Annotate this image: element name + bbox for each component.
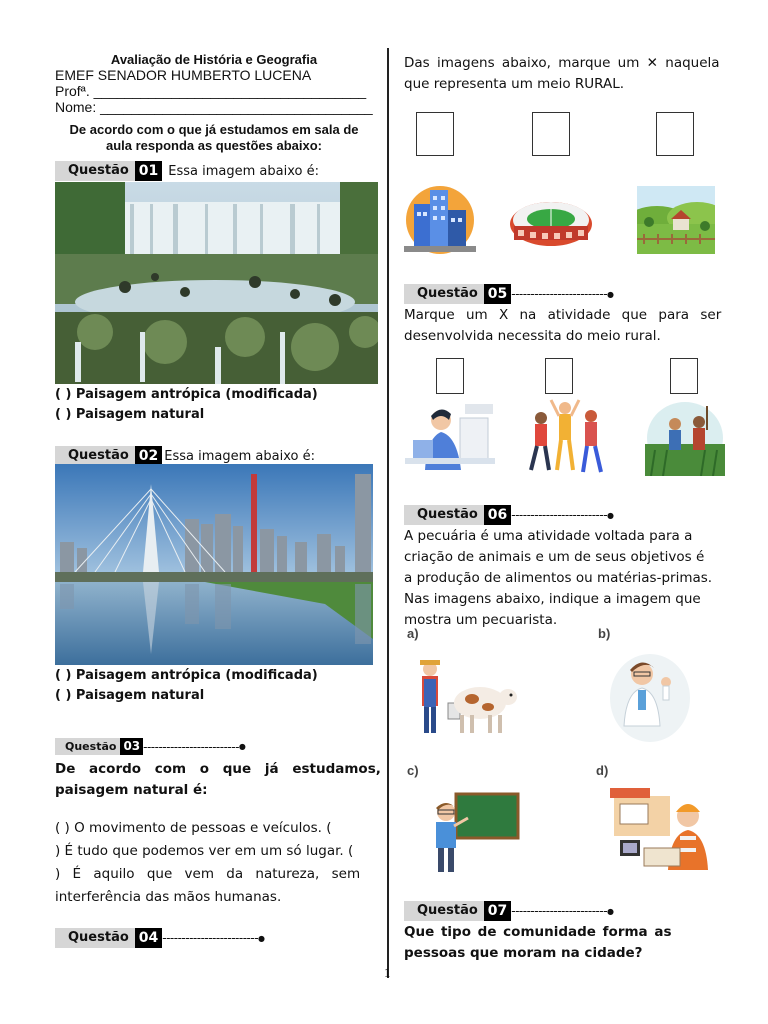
question-06-header [404, 505, 614, 525]
question-label: Questão [55, 446, 135, 466]
engineer-icon [610, 786, 720, 872]
q3-option-line-3[interactable]: ) É aquilo que vem da natureza, sem [55, 866, 361, 882]
question-07-header [404, 901, 614, 921]
q3-option-line-4: interferência das mãos humanas. [55, 889, 282, 905]
question-dash-line: ------------------------- [511, 287, 608, 301]
dancing-people-icon [525, 398, 609, 478]
farm-landscape-icon [637, 186, 715, 254]
q5-answer-box-farming[interactable] [670, 358, 698, 394]
question-number: 03 [120, 738, 143, 755]
q6-text-line-4: Nas imagens abaixo, indique a imagem que [404, 591, 701, 607]
question-number: 01 [135, 161, 162, 181]
q3-option-line-1[interactable]: ( ) O movimento de pessoas e veículos. ( [55, 820, 332, 836]
city-bridge-photo [55, 464, 373, 665]
q3-option-line-2[interactable]: ) É tudo que podemos ver em um só lugar. ( [55, 843, 354, 859]
farmer-with-cow-icon [414, 655, 518, 739]
question-04-header [55, 928, 265, 948]
question-end-dot: ● [607, 906, 614, 916]
q6-letter-c: c) [407, 763, 419, 778]
q6-text-line-2: criação de animais e um de seus objetivos é [404, 549, 705, 565]
doctor-icon [608, 652, 690, 744]
question-dash-line: ------------------------- [511, 904, 608, 918]
exam-title: Avaliação de História e Geografia [110, 52, 318, 67]
question-number: 07 [484, 901, 511, 921]
question-label: Questão [55, 161, 135, 181]
question-02-text: Essa imagem abaixo é: [164, 448, 315, 464]
q5-text-line-2: desenvolvida necessita do meio rural. [404, 328, 661, 344]
school-name: EMEF SENADOR HUMBERTO LUCENA [55, 67, 312, 83]
q1-option-natural[interactable]: ( ) Paisagem natural [55, 407, 205, 422]
q6-text-line-3: a produção de alimentos ou matérias-primas. [404, 570, 713, 586]
name-field[interactable]: Nome: ___________________________________ [55, 99, 373, 115]
q3-prompt-line-1: De acordo com o que já estudamos, [55, 761, 381, 777]
question-label: Questão [404, 284, 484, 304]
q4-text-line-2: que representa um meio RURAL. [404, 76, 625, 92]
q6-letter-a: a) [407, 626, 419, 641]
q5-answer-box-party[interactable] [545, 358, 573, 394]
q4-answer-box-city[interactable] [416, 112, 454, 156]
question-05-header [404, 284, 614, 304]
q2-option-anthropic[interactable]: ( ) Paisagem antrópica (modificada) [55, 668, 318, 683]
q4-text-line-1: Das imagens abaixo, marque um ✕ naquela [404, 55, 720, 71]
q5-answer-box-office[interactable] [436, 358, 464, 394]
question-label: Questão [404, 505, 484, 525]
column-divider [387, 48, 389, 978]
farmers-planting-icon [645, 400, 725, 476]
question-label: Questão [55, 738, 120, 755]
question-label: Questão [404, 901, 484, 921]
question-end-dot: ● [607, 510, 614, 520]
question-dash-line: ------------------------- [162, 931, 259, 945]
city-buildings-icon [404, 182, 476, 258]
q6-letter-b: b) [598, 626, 611, 641]
question-end-dot: ● [258, 933, 265, 943]
q7-text-line-1: Que tipo de comunidade forma as [404, 924, 672, 940]
page-number: 1 [384, 965, 391, 980]
stadium-icon [508, 190, 594, 250]
q7-text-line-2: pessoas que moram na cidade? [404, 945, 643, 961]
instruction-line-1: De acordo com o que já estudamos em sala de [69, 122, 359, 137]
question-dash-line: ------------------------- [143, 739, 239, 754]
q4-answer-box-farm[interactable] [656, 112, 694, 156]
office-worker-icon [405, 398, 495, 478]
q6-text-line-1: A pecuária é uma atividade voltada para a [404, 528, 693, 544]
question-number: 05 [484, 284, 511, 304]
question-number: 04 [135, 928, 162, 948]
question-number: 02 [135, 446, 162, 466]
q2-option-natural[interactable]: ( ) Paisagem natural [55, 688, 205, 703]
q1-option-anthropic[interactable]: ( ) Paisagem antrópica (modificada) [55, 387, 318, 402]
question-02-header [55, 446, 315, 466]
teacher-field[interactable]: Profª. ___________________________________ [55, 83, 367, 99]
question-end-dot: ● [607, 289, 614, 299]
question-dash-line: ------------------------- [511, 508, 608, 522]
q3-prompt-line-2: paisagem natural é: [55, 782, 208, 798]
q5-text-line-1: Marque um X na atividade que para ser [404, 307, 722, 323]
question-01-header [55, 161, 319, 181]
q6-text-line-5: mostra um pecuarista. [404, 612, 558, 628]
question-number: 06 [484, 505, 511, 525]
teacher-icon [428, 790, 520, 876]
waterfall-photo [55, 182, 378, 384]
question-03-header [55, 738, 245, 755]
q4-answer-box-stadium[interactable] [532, 112, 570, 156]
question-end-dot: ● [238, 742, 246, 751]
question-label: Questão [55, 928, 135, 948]
question-01-text: Essa imagem abaixo é: [168, 163, 319, 179]
instruction-line-2: aula responda as questões abaixo: [105, 138, 323, 153]
q6-letter-d: d) [596, 763, 609, 778]
